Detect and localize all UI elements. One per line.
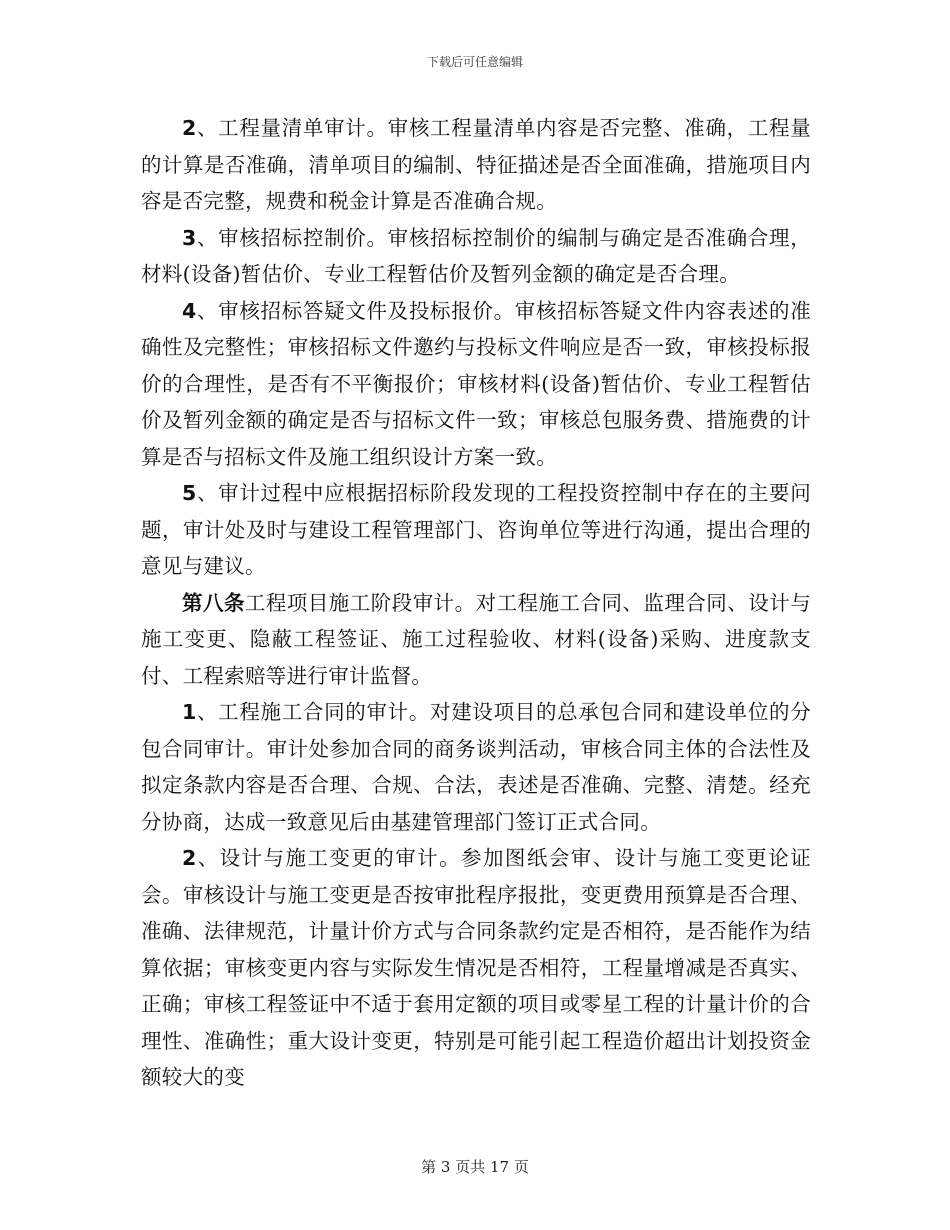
- paragraph-text: 、工程量清单审计。审核工程量清单内容是否完整、准确，工程量的计算是否准确，清单项目的编制、特征描述是否全面准确，措施项目内容是否完整，规费和税金计算是否准确合规。: [141, 116, 811, 213]
- paragraph-1: [141, 110, 811, 220]
- page-footer: 第 3 页共 17 页: [421, 1158, 529, 1176]
- paragraph-lead: 1: [182, 700, 197, 724]
- paragraph-lead: 2: [182, 116, 197, 140]
- paragraph-6: [141, 840, 811, 1096]
- paragraph-text: 、审核招标答疑文件及投标报价。审核招标答疑文件内容表述的准确性及完整性；审核招标文件邀约与投标文件响应是否一致，审核投标报价的合理性，是否有不平衡报价；审核材料(设备)暂估价、专业工程暂估价及暂列金额的确定是否与招标文件一致；审核总包服务费、措施费的计算是否与招标文件及施工组织设计方案一致。: [141, 298, 811, 469]
- paragraph-text: 工程项目施工阶段审计。对工程施工合同、监理合同、设计与施工变更、隐蔽工程签证、施工过程验收、材料(设备)采购、进度款支付、工程索赔等进行审计监督。: [141, 590, 811, 688]
- paragraph-lead: 5: [182, 481, 197, 505]
- paragraph-2: [141, 220, 811, 293]
- paragraph-5: [141, 694, 811, 840]
- paragraph-text: 、审计过程中应根据招标阶段发现的工程投资控制中存在的主要问题，审计处及时与建设工程管理部门、咨询单位等进行沟通，提出合理的意见与建议。: [141, 481, 811, 578]
- article-heading: 第八条: [182, 590, 245, 615]
- paragraph-lead: 3: [182, 225, 197, 250]
- paragraph-3: [141, 293, 811, 476]
- page-header: 下载后可任意编辑: [426, 55, 523, 69]
- document-body: [141, 110, 811, 1096]
- paragraph-4: [141, 475, 811, 585]
- paragraph-lead: 4: [182, 298, 197, 323]
- paragraph-text: 、审核招标控制价。审核招标控制价的编制与确定是否准确合理，材料(设备)暂估价、专业工程暂估价及暂列金额的确定是否合理。: [141, 225, 811, 286]
- paragraph-article-8: [141, 585, 811, 695]
- paragraph-text: 、设计与施工变更的审计。参加图纸会审、设计与施工变更论证会。审核设计与施工变更是否按审批程序报批，变更费用预算是否合理、准确、法律规范，计量计价方式与合同条款约定是否相符，是否能作为结算依据；审核变更内容与实际发生情况是否相符，工程量增减是否真实、正确；审核工程签证中不适于套用定额的项目或零星工程的计量计价的合理性、准确性；重大设计变更，特别是可能引起工程造价超出计划投资金额较大的变: [141, 846, 811, 1089]
- paragraph-text: 、工程施工合同的审计。对建设项目的总承包合同和建设单位的分包合同审计。审计处参加合同的商务谈判活动，审核合同主体的合法性及拟定条款内容是否合理、合规、合法，表述是否准确、完整、清楚。经充分协商，达成一致意见后由基建管理部门签订正式合同。: [141, 700, 811, 834]
- paragraph-lead: 2: [182, 846, 197, 870]
